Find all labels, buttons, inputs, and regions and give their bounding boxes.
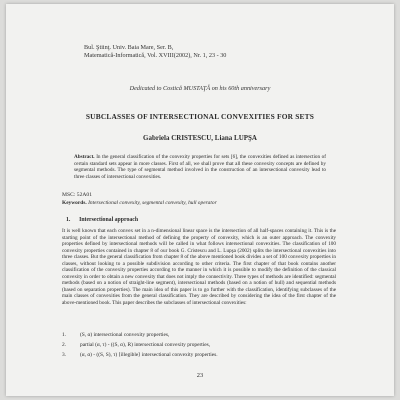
list-item-number: 1. (62, 332, 67, 338)
keywords-label: Keywords. (62, 200, 87, 206)
body-paragraph: It is well known that each convex set in a n-dimensional linear space is the intersection of all half-spaces containing it. This is the starting point of the intersectional method of defining the property of convexity, which is an outer approach. The convexity properties defined by intersectional methods will be called in what follows intersectional convexities. The classification of 100 convexity properties contained in chapter 8 of our book G. Cristescu and L. Lupşa (2002) splits the intersectional convexities into three classes. But the general classification from chapter 8 of the above mentioned book divides a set of 100 convexity properties in classes, without looking to a possible subdivision according to other criteria. The first chapter of that book contains another classification of the convexity properties according to the manner in which it is possible to modify the definition of the classical convexity in order to obtain a new convexity that does not imply the connectivity. Three types of methods are identified: segmental methods (based on a notion of straight-line segment), intersectional methods (based on a notion of hull) and sequential methods (based on separation properties). The main idea of this paper is to go further with the classification, identifying subclasses of the main classes of convexities from the general classification. They are described by considering the idea of the first chapter of the above-mentioned book. This paper describes the subclasses of intersectional convexities: (62, 228, 336, 306)
list-item (62, 342, 210, 348)
list-item-text: partial (α, τ) - ((S, α), R) intersectional convexity properties, (80, 342, 211, 348)
keywords (62, 200, 217, 206)
abstract (74, 154, 326, 180)
page-number: 23 (196, 372, 204, 379)
section-title: Intersectional approach (79, 217, 139, 223)
section-number: 1. (66, 217, 71, 223)
msc-code: MSC: 52A01 (62, 192, 92, 198)
list-item-number: 3. (62, 352, 67, 358)
abstract-text: In the general classification of the convexity properties for sets [6], the convexities defined as intersection of certain standard sets appear in more classes. First of all, we shall prove that all these convexity concepts are defined by segmental methods. The type of segmental method involved in the construction of an intersectional convexity lead to three classes of intersectional convexities. (74, 154, 327, 180)
list-item-text: (α, α) - ((S, S), τ) ⟨illegible⟩ intersectional convexity properties. (80, 352, 218, 358)
journal-header-line-2: Matematică-Informatică, Vol. XVIII(2002), Nr. 1, 23 - 30 (84, 52, 227, 59)
keywords-text: Intersectional convexity, segmental convexity, hull operator (88, 200, 217, 206)
section-heading (66, 217, 138, 223)
paper-authors: Gabriela CRISTESCU, Liana LUPŞA (143, 134, 257, 142)
paper-title: SUBCLASSES OF INTERSECTIONAL CONVEXITIES FOR SETS (85, 112, 315, 121)
list-item-text: (S, α) intersectional convexity properties, (80, 332, 170, 338)
list-item (62, 332, 169, 338)
dedication: Dedicated to Costică MUSTAŢĂ on his 60th anniversary (129, 85, 271, 92)
list-item (62, 352, 218, 358)
journal-header-line-1: Bul. Ştiinţ. Univ. Baia Mare, Ser. B, (84, 44, 174, 51)
abstract-label: Abstract. (74, 154, 95, 160)
list-item-number: 2. (62, 342, 67, 348)
paper-page (6, 4, 394, 396)
